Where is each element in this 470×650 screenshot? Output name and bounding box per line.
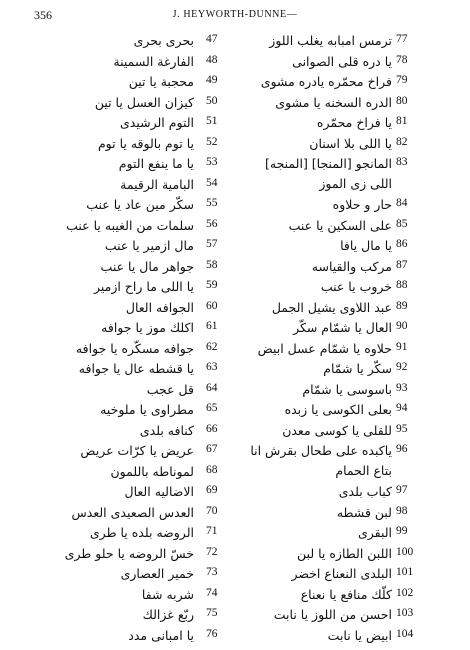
- entry-text: شربه شفا: [141, 586, 194, 602]
- entry-text: البلدى النعناع اخضر: [291, 566, 392, 581]
- list-item: [34, 30, 234, 51]
- list-item: [238, 92, 460, 113]
- entry-number: 59: [206, 279, 218, 291]
- list-item: [238, 522, 460, 543]
- list-item: [34, 379, 234, 400]
- entry-number: 102: [396, 586, 414, 599]
- entry-number: 87: [396, 258, 408, 271]
- list-item: [34, 420, 234, 441]
- list-item: [34, 584, 234, 605]
- list-item: [34, 276, 234, 297]
- entry-number: 51: [206, 115, 218, 127]
- list-item: [34, 112, 234, 133]
- list-item: [238, 194, 460, 215]
- list-item: [34, 543, 234, 564]
- entry-text: احسن من اللوز يا نابت: [273, 607, 392, 622]
- entry-number: 57: [206, 238, 218, 250]
- left-column: [34, 30, 234, 645]
- entry-text: خمير العصارى: [120, 566, 194, 581]
- list-item: [238, 297, 460, 318]
- entry-text: فراخ محمّره يادره مشوى: [260, 74, 392, 89]
- entry-number: 98: [396, 504, 408, 517]
- entry-number: 48: [206, 53, 218, 66]
- entry-text: البامية الرقيمة: [120, 176, 194, 192]
- list-item: [238, 256, 460, 277]
- list-item: [238, 338, 460, 359]
- entry-number: 94: [396, 402, 408, 414]
- entry-number: 76: [206, 627, 218, 640]
- list-item: [238, 133, 460, 154]
- list-item: [34, 297, 234, 318]
- entry-text: حلاوه يا شمّام عسل ابيض: [257, 340, 392, 356]
- list-item: [34, 174, 234, 195]
- entry-number: 52: [206, 135, 218, 148]
- entry-number: 75: [206, 607, 218, 619]
- list-item: [34, 215, 234, 236]
- entry-text: يا دره قلى الصوانى: [292, 53, 392, 69]
- entry-number: 88: [396, 279, 408, 291]
- entry-number: 83: [396, 156, 408, 168]
- entry-number: 96: [396, 443, 408, 455]
- running-head: J. HEYWORTH-DUNNE—: [172, 9, 298, 20]
- entry-number: 65: [206, 402, 218, 414]
- entry-number: 66: [206, 422, 218, 435]
- entry-text: سكّر يا شمّام: [323, 361, 392, 376]
- entry-number: 60: [206, 299, 218, 312]
- list-item: [238, 399, 460, 420]
- list-item: [34, 502, 234, 523]
- page-number: 356: [34, 8, 52, 22]
- entry-text: الفارغة السمينة: [113, 53, 194, 69]
- list-item: [34, 481, 234, 502]
- entry-text: محجبة يا تين: [128, 74, 194, 89]
- entry-number: 55: [206, 197, 218, 209]
- entry-text: جوافه مسكّره يا جوافه: [75, 340, 194, 356]
- list-item: [238, 563, 460, 584]
- entry-number: 104: [396, 627, 414, 640]
- entry-text: للقلى يا كوسى معدن: [282, 422, 392, 438]
- list-item: [34, 399, 234, 420]
- list-item: [34, 440, 234, 461]
- entry-text: لموناطه باللمون: [110, 463, 194, 479]
- entry-text: ربّع غزالك: [142, 607, 194, 622]
- entry-number: 89: [396, 299, 408, 312]
- list-item: [238, 112, 460, 133]
- entry-number: 72: [206, 545, 218, 558]
- entry-text: يا توم بالوقه يا توم: [97, 135, 194, 151]
- entry-number: 54: [206, 176, 218, 189]
- list-item: [238, 440, 460, 481]
- list-item: [34, 522, 234, 543]
- entry-text: يا فراخ محمّره: [316, 115, 392, 130]
- entry-text: بعلى الكوسى يا زبده: [284, 402, 392, 417]
- entry-text: عريض يا كرّات عريض: [80, 443, 194, 458]
- list-item: [238, 420, 460, 441]
- entry-text: ابيض يا نابت: [327, 627, 392, 643]
- entry-number: 61: [206, 320, 218, 332]
- entry-text: كباب بلدى: [338, 484, 392, 499]
- entry-text: الدره السخنه يا مشوى: [275, 94, 392, 110]
- entry-text: مركب والقياسه: [311, 258, 392, 274]
- list-item: [34, 317, 234, 338]
- entry-number: 85: [396, 217, 408, 230]
- entry-number: 73: [206, 566, 218, 578]
- entry-text: خسّ الروضه يا حلو طرى: [64, 545, 194, 561]
- right-column: [238, 30, 460, 645]
- entry-number: 71: [206, 525, 218, 537]
- list-item: [34, 338, 234, 359]
- list-item: [238, 215, 460, 236]
- entry-text: مال ازمير يا عنب: [104, 238, 194, 253]
- entry-text: على السكين يا عنب: [288, 217, 392, 233]
- list-item: [34, 71, 234, 92]
- list-item: [34, 256, 234, 277]
- list-item: [238, 317, 460, 338]
- entry-number: 86: [396, 238, 408, 250]
- list-item: [238, 30, 460, 51]
- list-item: [34, 133, 234, 154]
- list-item: [34, 625, 234, 646]
- entry-text: العدس الصعيدى العدس: [71, 504, 194, 520]
- entry-number: 64: [206, 381, 218, 394]
- entry-number: 91: [396, 340, 408, 353]
- list-item: [238, 379, 460, 400]
- entry-number: 90: [396, 320, 408, 332]
- entry-number: 68: [206, 463, 218, 476]
- list-item: [34, 235, 234, 256]
- entry-text: قل عجب: [146, 381, 194, 397]
- entry-text: ترمس امبابه يغلب اللوز: [269, 33, 392, 48]
- entry-number: 78: [396, 53, 408, 66]
- entry-text: كلّك منافع يا نعناع: [300, 586, 392, 602]
- entry-number: 101: [396, 566, 414, 578]
- entry-text: سلمات من الغيبه يا عنب: [66, 217, 194, 233]
- entry-text: عبد اللاوى يشيل الجمل: [271, 299, 392, 315]
- list-item: [238, 502, 460, 523]
- entry-text: اكلك موز يا جوافه: [101, 320, 194, 335]
- entry-text: يا قشطه عال يا جوافه: [78, 361, 194, 376]
- entry-text: المانجو [المنجا] [المنجه] اللى زى الموز: [265, 156, 392, 191]
- entry-text: الجوافه العال: [125, 299, 194, 315]
- entry-text: ياكبده على طحال بقرش انا بتاع الحمام: [250, 443, 392, 478]
- entry-text: التوم الرشيدى: [120, 115, 194, 130]
- entry-text: كنافه بلدى: [139, 422, 194, 438]
- entry-number: 97: [396, 484, 408, 496]
- entry-number: 63: [206, 361, 218, 373]
- entry-number: 49: [206, 74, 218, 86]
- list-item: [34, 563, 234, 584]
- entry-text: سكّر مين عاد يا عنب: [86, 197, 194, 212]
- entry-number: 92: [396, 361, 408, 373]
- list-item: [238, 276, 460, 297]
- entry-number: 50: [206, 94, 218, 107]
- list-item: [238, 235, 460, 256]
- entry-number: 77: [396, 33, 408, 45]
- entry-number: 100: [396, 545, 414, 558]
- entry-text: يا اللى ما راح ازمير: [94, 279, 194, 294]
- entry-text: اللبن الطازه يا لبن: [297, 545, 392, 561]
- entry-text: خروب يا عنب: [320, 279, 392, 294]
- entry-number: 84: [396, 197, 408, 209]
- entry-text: الروضه بلده يا طرى: [89, 525, 194, 540]
- entry-text: كيزان العسل يا تين: [94, 94, 194, 110]
- list-item: [238, 358, 460, 379]
- entry-number: 99: [396, 525, 408, 537]
- list-item: [238, 481, 460, 502]
- entry-text: يا مال يافا: [340, 238, 392, 253]
- entry-text: مطراوى يا ملوخيه: [100, 402, 194, 417]
- entry-number: 80: [396, 94, 408, 107]
- entry-number: 56: [206, 217, 218, 230]
- entry-number: 47: [206, 33, 218, 45]
- entry-text: بحرى بحرى: [133, 33, 194, 48]
- list-item: [238, 153, 460, 194]
- entry-text: باسوسى يا شمّام: [302, 381, 392, 397]
- list-item: [238, 71, 460, 92]
- entry-text: العال يا شمّام سكّر: [293, 320, 392, 335]
- entry-number: 53: [206, 156, 218, 168]
- list-item: [34, 461, 234, 482]
- list-item: [238, 584, 460, 605]
- list-item: [34, 194, 234, 215]
- entry-number: 58: [206, 258, 218, 271]
- entry-number: 69: [206, 484, 218, 496]
- list-item: [238, 543, 460, 564]
- entry-number: 74: [206, 586, 218, 599]
- list-item: [34, 153, 234, 174]
- list-item: [34, 358, 234, 379]
- entry-text: جواهر مال يا عنب: [100, 258, 194, 274]
- list-item: [238, 51, 460, 72]
- entry-number: 70: [206, 504, 218, 517]
- entry-number: 62: [206, 340, 218, 353]
- entry-number: 82: [396, 135, 408, 148]
- entry-text: يا اللى بلا اسنان: [309, 135, 392, 151]
- list-item: [34, 51, 234, 72]
- list-item: [34, 604, 234, 625]
- entry-number: 95: [396, 422, 408, 435]
- entry-text: يا امبانى مدد: [128, 627, 194, 643]
- list-item: [34, 92, 234, 113]
- entry-text: حار و حلاوه: [332, 197, 392, 212]
- entry-text: لبن قشطه: [336, 504, 392, 520]
- page-header: [0, 0, 470, 26]
- list-item: [238, 625, 460, 646]
- entry-number: 103: [396, 607, 414, 619]
- list-item: [238, 604, 460, 625]
- entry-text: البقرى: [357, 525, 392, 540]
- entry-number: 93: [396, 381, 408, 394]
- entry-number: 67: [206, 443, 218, 455]
- entry-number: 81: [396, 115, 408, 127]
- entry-number: 79: [396, 74, 408, 86]
- entry-text: الاضاليه العال: [124, 484, 194, 499]
- entry-text: يا ما ينفع التوم: [118, 156, 194, 171]
